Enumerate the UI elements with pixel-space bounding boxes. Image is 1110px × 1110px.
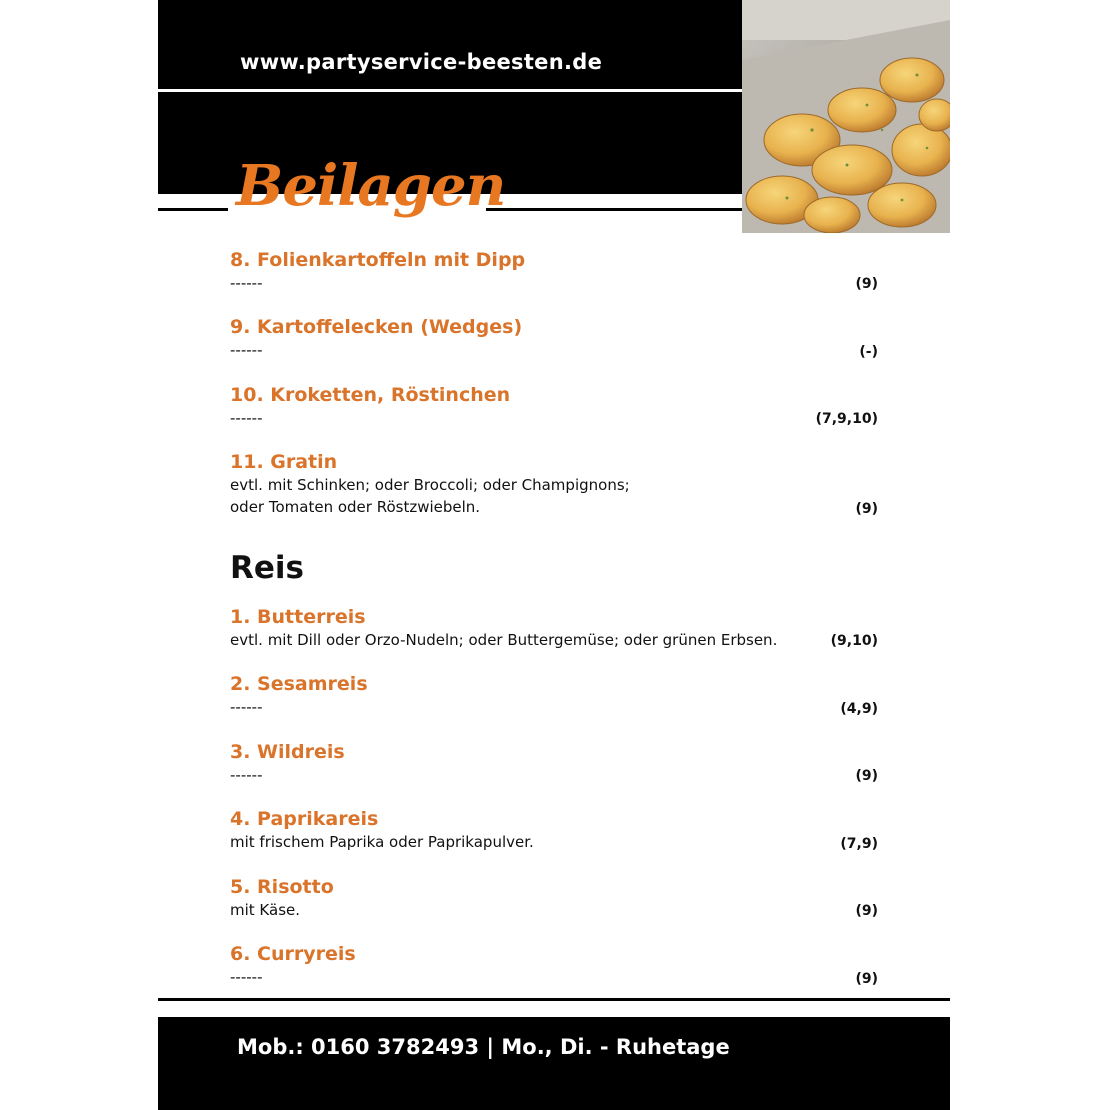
item-name: 11. Gratin (230, 451, 338, 473)
menu-item (230, 383, 878, 429)
title-rule-left (158, 208, 228, 211)
allergen-codes: (7,9) (840, 836, 878, 852)
allergen-codes: (7,9,10) (815, 411, 878, 427)
item-name: 6. Curryreis (230, 943, 356, 965)
allergen-codes: (4,9) (840, 701, 878, 717)
footer-divider (158, 998, 950, 1001)
allergen-codes: (-) (859, 344, 878, 360)
menu-item (230, 605, 878, 651)
item-description: ------ (230, 341, 263, 359)
allergen-codes: (9) (855, 903, 878, 919)
item-description: ------ (230, 968, 263, 986)
item-description: ------ (230, 698, 263, 716)
item-description: ------ (230, 274, 263, 292)
potato-wedges-photo (742, 0, 950, 233)
allergen-codes: (9) (855, 276, 878, 292)
menu-item (230, 875, 878, 921)
title-rule-right (486, 208, 742, 211)
item-name: 5. Risotto (230, 876, 334, 898)
item-description: ------ (230, 766, 263, 784)
menu-item (230, 942, 878, 988)
allergen-codes: (9) (855, 768, 878, 784)
subsection-title: Reis (230, 550, 304, 586)
menu-item (230, 807, 878, 853)
menu-item (230, 450, 878, 518)
section-title: Beilagen (236, 153, 506, 219)
item-description: ------ (230, 409, 263, 427)
item-name: 1. Butterreis (230, 606, 366, 628)
item-name: 2. Sesamreis (230, 673, 368, 695)
menu-page (158, 0, 950, 1110)
allergen-codes: (9,10) (830, 633, 878, 649)
allergen-codes: (9) (855, 971, 878, 987)
menu-item (230, 248, 878, 294)
item-name: 8. Folienkartoffeln mit Dipp (230, 249, 526, 271)
footer-bar (158, 1017, 950, 1110)
header-bar (158, 0, 742, 89)
allergen-codes: (9) (855, 501, 878, 517)
item-name: 3. Wildreis (230, 741, 345, 763)
item-name: 4. Paprikareis (230, 808, 379, 830)
menu-item (230, 315, 878, 361)
menu-item (230, 740, 878, 786)
item-description: mit frischem Paprika oder Paprikapulver. (230, 833, 534, 851)
item-name: 10. Kroketten, Röstinchen (230, 384, 511, 406)
contact-info: Mob.: 0160 3782493 | Mo., Di. - Ruhetage (237, 1035, 730, 1059)
website-url[interactable]: www.partyservice-beesten.de (240, 50, 603, 74)
item-name: 9. Kartoffelecken (Wedges) (230, 316, 523, 338)
item-description: evtl. mit Dill oder Orzo-Nudeln; oder Buttergemüse; oder grünen Erbsen. (230, 631, 778, 649)
item-description: evtl. mit Schinken; oder Broccoli; oder Champignons; oder Tomaten oder Röstzwiebeln. (230, 476, 630, 516)
menu-item (230, 672, 878, 718)
item-description: mit Käse. (230, 901, 301, 919)
